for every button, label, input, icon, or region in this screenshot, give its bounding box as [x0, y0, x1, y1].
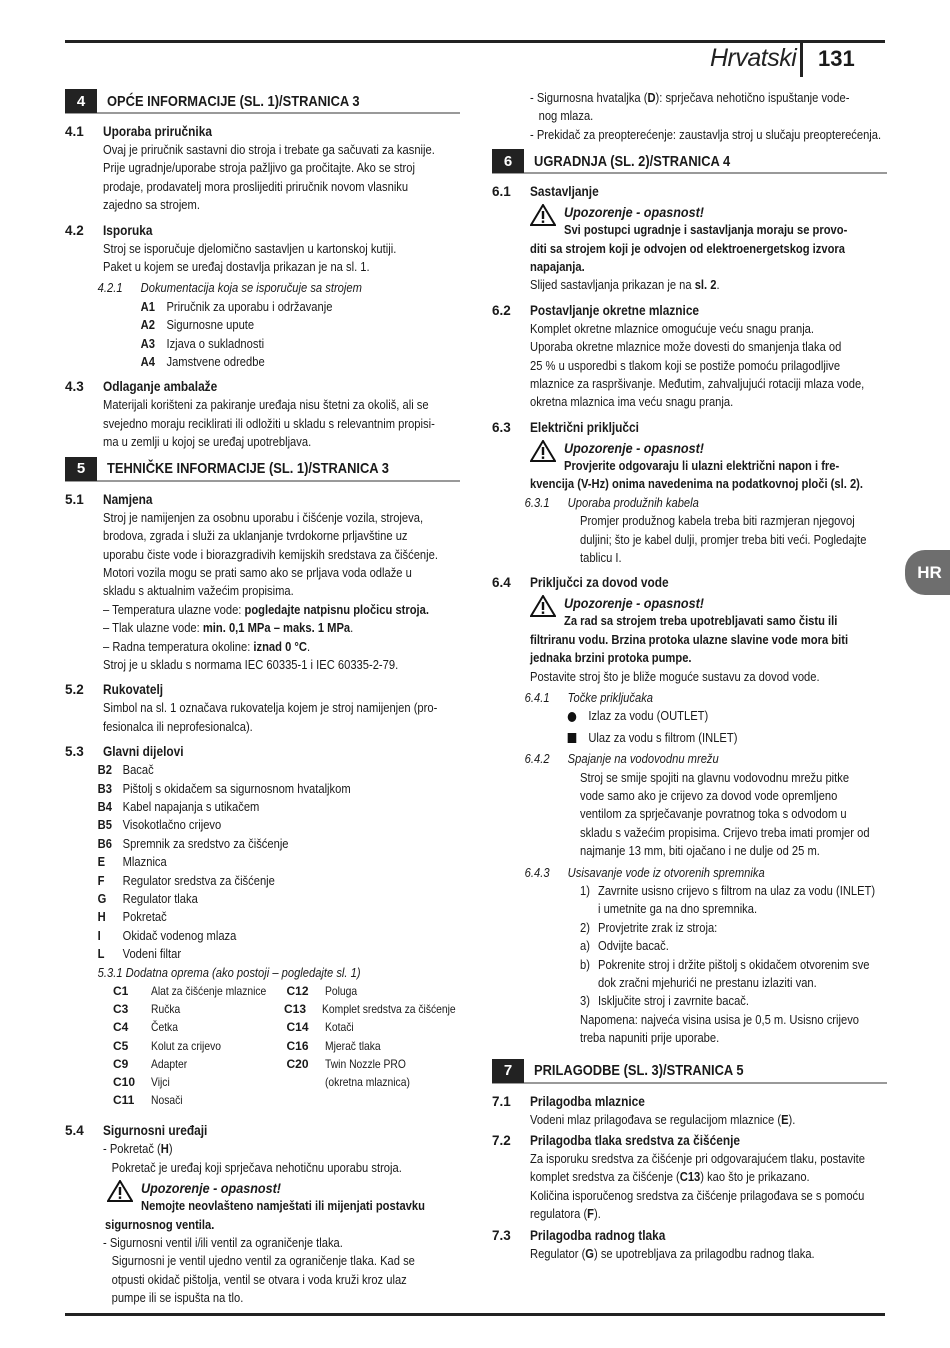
accessory-label: (okretna mlaznica) [324, 1075, 410, 1090]
part-item [65, 761, 459, 779]
warning-heading: Upozorenje - opasnost! [564, 204, 705, 221]
section-number: 6 [492, 149, 524, 173]
text-line: regulatora (F). [530, 1206, 601, 1222]
text-line: Isključite stroj i zavrnite bacač. [598, 993, 749, 1009]
warning-icon [530, 440, 556, 462]
subsection-4-3 [65, 377, 460, 396]
subsection-title: Glavni dijelovi [103, 744, 184, 760]
subsection-number: 6.4 [492, 575, 511, 591]
accessory-code: C13 [284, 1002, 307, 1017]
accessory-item [113, 1091, 287, 1109]
item-label: Priručnik za uporabu i održavanje [166, 298, 333, 314]
language-tab: HR [905, 550, 950, 595]
accessory-code: C12 [286, 984, 309, 999]
text-line: brodova, zgrada i služi za uklanjanje tvrdokorne prljavštine uz [103, 528, 408, 544]
subsection-7-2 [492, 1131, 887, 1150]
parts-list [65, 761, 460, 963]
step-number: 2) [580, 919, 590, 935]
step-text [598, 937, 918, 955]
part-code: I [97, 927, 101, 943]
section-title: TEHNIČKE INFORMACIJE (SL. 1)/STRANICA 3 [107, 460, 389, 478]
item-label: Jamstvene odredbe [166, 354, 265, 370]
subsection-6-3 [492, 418, 887, 437]
accessory-label: Poluga [324, 984, 357, 999]
subsection-number: 4.3 [65, 379, 84, 395]
subsection-number: 5.3 [65, 744, 84, 760]
accessory-item [113, 1073, 287, 1091]
subsection-title: Priključci za dovod vode [530, 575, 669, 591]
step-text [598, 992, 918, 1010]
header-rule [65, 40, 885, 43]
text-line: zajedno sa strojem. [103, 197, 200, 213]
part-label: Mlaznica [122, 854, 167, 870]
subsection-title: Prilagodba tlaka sredstva za čišćenje [530, 1133, 740, 1149]
accessory-code: C1 [113, 984, 129, 999]
text-line: Stroj je namijenjen za osobnu uporabu i čišćenje vozila, strojeva, [103, 509, 424, 525]
text-line: Ovaj je priručnik sastavni dio stroja i trebate ga sačuvati za kasnije. [103, 142, 435, 157]
subsubsection-number: 4.2.1 [97, 280, 123, 296]
subsection-5-3 [65, 742, 460, 761]
accessory-code: C14 [286, 1020, 309, 1035]
paragraph [65, 509, 460, 675]
accessory-label: Nosači [151, 1093, 183, 1108]
accessory-code: C20 [286, 1056, 309, 1071]
subsection-title: Prilagodba mlaznice [530, 1093, 645, 1109]
section-number: 7 [492, 1059, 524, 1083]
accessory-code: C16 [286, 1038, 309, 1053]
list-item: Izlaz za vodu (OUTLET) [492, 707, 886, 725]
subsection-number: 6.2 [492, 302, 511, 318]
accessory-item [287, 1037, 461, 1055]
text-line: duljini; što je kabel dulji, promjer treba biti veći. Pogledajte [580, 531, 867, 547]
accessory-row [65, 1018, 460, 1036]
subsubsection-6-4-3: 6.4.3 Usisavanje vode iz otvorenih spremnika [524, 864, 765, 880]
warning-block [492, 594, 887, 686]
accessory-code: C5 [113, 1038, 129, 1053]
part-item [65, 853, 459, 871]
text-line: Regulator (G) se upotrebljava za prilagodbu radnog tlaka. [530, 1245, 815, 1261]
part-item [65, 798, 459, 816]
accessory-label: Mjerač tlaka [324, 1038, 381, 1053]
subsection-number: 5.2 [65, 682, 84, 698]
warning-block [492, 439, 887, 494]
accessory-label: Alat za čišćenje mlaznice [151, 984, 267, 999]
step-item [492, 937, 887, 955]
section-6-header [492, 150, 887, 174]
text-line: Slijed sastavljanja prikazan je na sl. 2. [530, 277, 720, 293]
warning-text: Nemojte neovlašteno namještati ili mijenjati postavku [141, 1198, 425, 1214]
part-item [65, 908, 459, 926]
accessory-label: Četka [151, 1020, 178, 1035]
text-line: Vodeni mlaz prilagođava se regulacijom mlaznice (E). [530, 1111, 796, 1127]
subsection-title: Isporuka [103, 222, 153, 238]
accessory-item [113, 1055, 287, 1073]
part-label: Okidač vodenog mlaza [122, 927, 237, 943]
section-4-header [65, 90, 460, 114]
part-code: B5 [97, 817, 112, 833]
part-label: Spremnik za sredstvo za čišćenje [122, 835, 289, 851]
part-label: Pištolj s okidačem sa sigurnosnom hvataljkom [122, 780, 351, 796]
subsection-title: Prilagodba radnog tlaka [530, 1227, 666, 1243]
paragraph [65, 1234, 460, 1308]
warning-text: Provjerite odgovaraju li ulazni električni napon i fre- [564, 457, 840, 473]
subsection-title: Postavljanje okretne mlaznice [530, 302, 700, 318]
spec-line [103, 601, 459, 619]
subsubsection-6-3-1: 6.3.1 Uporaba produžnih kabela [524, 494, 699, 510]
spec-label: – Temperatura ulazne vode: [103, 601, 245, 617]
accessory-row [65, 1055, 460, 1073]
text-line: - Sigurnosni ventil i/ili ventil za ograničenje tlaka. [103, 1235, 343, 1251]
part-item [65, 872, 459, 890]
step-text [598, 919, 918, 937]
text-line: nog mlaza. [538, 108, 594, 124]
part-label: Vodeni filtar [122, 946, 182, 962]
text-line: tablicu I. [580, 549, 622, 565]
accessory-row [65, 1000, 460, 1018]
accessory-item [113, 1018, 287, 1036]
section-title: PRILAGODBE (SL. 3)/STRANICA 5 [534, 1062, 744, 1080]
accessory-row [65, 1073, 460, 1091]
text-line: ventilom za sprječavanje povratnog toka s odvodom u [580, 806, 847, 822]
warning-icon [107, 1180, 133, 1202]
text-line: Sigurnosni je ventil ujedno ventil za ograničenje tlaka. Kad se [111, 1253, 415, 1269]
circle-bullet-icon [568, 712, 577, 722]
step-number: 3) [580, 993, 590, 1009]
paragraph [492, 1150, 887, 1224]
warning-block [65, 1179, 460, 1234]
warning-text: Za rad sa strojem treba upotrebljavati samo čistu ili [564, 613, 838, 629]
subsection-title: Električni priključci [530, 419, 639, 435]
step-item [492, 992, 887, 1010]
subsection-number: 6.3 [492, 419, 511, 435]
accessory-label: Twin Nozzle PRO [324, 1056, 406, 1071]
item-code: A2 [140, 317, 155, 333]
part-label: Regulator sredstva za čišćenje [122, 872, 275, 888]
subsection-number: 7.3 [492, 1227, 511, 1243]
section-number: 4 [65, 89, 97, 113]
spec-label: – Radna temperatura okoline: [103, 638, 254, 654]
text-line: mlaznice za raspršivanje. Međutim, zahvaljujući rotaciji mlaza vode, [530, 376, 865, 392]
item-code: A1 [140, 298, 155, 314]
text-line: Stroj se isporučuje djelomično sastavljen u kartonskoj kutiji. [103, 240, 397, 256]
text-line: Materijali korišteni za pakiranje uređaja nisu štetni za okoliš, ali se [103, 397, 429, 413]
step-item [492, 882, 887, 919]
item-label: Izjava o sukladnosti [166, 335, 265, 351]
section-5-header [65, 458, 460, 482]
accessory-item [113, 1037, 287, 1055]
accessory-item [287, 1073, 461, 1091]
subsection-title: Rukovatelj [103, 682, 164, 698]
text-line: pumpe ili se ispušta na tlo. [111, 1290, 244, 1306]
accessory-code: C9 [113, 1056, 129, 1071]
text-line: Količina isporučenog sredstva za čišćenje prilagođava se s pomoću [530, 1187, 865, 1203]
part-code: B2 [97, 762, 112, 778]
text-line: Provjetrite zrak iz stroja: [598, 919, 718, 935]
text-line: dok zračni mjehurići ne prestanu izlaziti van. [598, 975, 817, 991]
warning-text: napajanja. [530, 259, 585, 275]
text-line: ma u zemlji u kojoj se uređaj upotrebljava. [103, 434, 312, 450]
subsection-5-2 [65, 680, 460, 699]
subsection-4-2 [65, 221, 460, 240]
square-bullet-icon [568, 733, 577, 743]
steps-list [492, 882, 887, 1011]
accessory-item [113, 982, 287, 1000]
step-number: a) [580, 938, 590, 954]
text-line: - Prekidač za preopterećenje: zaustavlja stroj u slučaju preopterećenja. [530, 126, 882, 142]
text-line: i umetnite ga na dno spremnika. [598, 901, 758, 917]
subsection-title: Sigurnosni uređaji [103, 1123, 208, 1139]
left-column [65, 90, 460, 1308]
text-line: Napomena: najveća visina usisa je 0,5 m. Usisno crijevo [580, 1011, 860, 1027]
subsubsection-6-4-2: 6.4.2 Spajanje na vodovodnu mrežu [524, 751, 719, 767]
accessory-item [287, 1091, 461, 1109]
text-line: treba napuniti prije uporabe. [580, 1030, 720, 1046]
paragraph [65, 1140, 460, 1177]
part-item [65, 816, 459, 834]
accessory-code: C4 [113, 1020, 129, 1035]
header-language: Hrvatski [710, 44, 797, 72]
text-line: otpusti okidač pištolja, ventil se otvara i voda kruži kroz ulaz [111, 1271, 407, 1287]
subsection-title: Odlaganje ambalaže [103, 379, 218, 395]
warning-text: sigurnosnog ventila. [105, 1216, 215, 1232]
part-code: E [97, 854, 106, 870]
warning-text: diti sa strojem koji je odvojen od elektroenergetskog izvora [530, 240, 846, 256]
text-line: okretna mlaznica ima veću snagu pranja. [530, 394, 734, 410]
warning-icon [530, 204, 556, 226]
text-line: Za isporuku sredstva za čišćenje pri odgovarajućem tlaku, postavite [530, 1151, 865, 1167]
accessory-label: Adapter [151, 1056, 188, 1071]
note [492, 1011, 887, 1048]
text-line: prodaje, prodavatelj mora proslijediti priručnik novom vlasniku [103, 178, 409, 194]
paragraph [65, 240, 460, 277]
part-code: F [97, 872, 105, 888]
subsubsection-title: Dokumentacija koja se isporučuje sa strojem [140, 280, 362, 296]
part-label: Visokotlačno crijevo [122, 817, 222, 833]
paragraph [65, 396, 460, 451]
warning-heading: Upozorenje - opasnost! [564, 595, 705, 612]
subsection-5-4 [65, 1121, 460, 1140]
subsection-number: 5.1 [65, 491, 84, 507]
warning-icon [530, 595, 556, 617]
warning-text: Svi postupci ugradnje i sastavljanja moraju se provo- [564, 222, 848, 238]
accessory-item [287, 1055, 461, 1073]
subsection-4-1 [65, 122, 460, 141]
subsection-7-3 [492, 1226, 887, 1245]
step-item [492, 956, 887, 993]
accessory-code: C10 [113, 1075, 136, 1090]
accessory-item [287, 982, 461, 1000]
text-line: Prije ugradnje/uporabe stroja pažljivo ga pročitajte. Ako se stroj [103, 160, 415, 176]
subsection-6-4 [492, 573, 887, 592]
paragraph [65, 699, 460, 736]
paragraph [492, 89, 887, 144]
subsection-number: 4.2 [65, 222, 84, 238]
text-line: Pokretač je uređaj koji sprječava nehotičnu uporabu stroja. [111, 1159, 402, 1175]
paragraph [492, 512, 887, 567]
text-line: Komplet okretne mlaznice omogućuje veću snagu pranja. [530, 320, 815, 336]
subsection-6-1 [492, 182, 887, 201]
item-code: A4 [140, 354, 155, 370]
text-line: - Sigurnosna hvataljka (D): sprječava nehotično ispuštanje vode- [530, 90, 850, 105]
accessory-code: C3 [113, 1002, 129, 1017]
paragraph [492, 320, 887, 412]
accessory-item [113, 1000, 284, 1018]
text-line: 25 % u usporedbi s tlakom koji se postiže pomoću prilagodljive [530, 357, 841, 373]
text-line: Paket u kojem se uređaj dostavlja prikazan je na sl. 1. [103, 259, 370, 275]
list-item: Ulaz za vodu s filtrom (INLET) [492, 729, 886, 747]
subsection-title: Sastavljanje [530, 184, 599, 200]
accessory-row [65, 1037, 460, 1055]
text-line: Postavite stroj što je bliže moguće sustavu za dovod vode. [530, 668, 820, 684]
accessories-list [65, 982, 460, 1109]
accessory-code: C11 [113, 1093, 135, 1108]
spec-line: – Radna temperatura okoline: iznad 0 °C. [103, 638, 311, 654]
step-text [598, 956, 918, 993]
section-title: OPĆE INFORMACIJE (SL. 1)/STRANICA 3 [107, 92, 360, 110]
section-number: 5 [65, 457, 97, 481]
text-line: najmanje 13 mm, biti ojačano i ne dulje od 25 m. [580, 843, 820, 859]
subsubsection-4-2-1 [65, 279, 459, 297]
step-item [492, 919, 887, 937]
part-item [65, 835, 459, 853]
subsubsection-title: 5.3.1 Dodatna oprema (ako postoji – pogledajte sl. 1) [97, 964, 361, 980]
subsection-title: Uporaba priručnika [103, 124, 212, 139]
list-item [65, 316, 459, 334]
accessory-label: Kotači [324, 1020, 354, 1035]
part-label: Bacač [122, 762, 154, 778]
text-line: vode samo ako je crijevo za dovod vode opremljeno [580, 787, 838, 803]
text-line: uporabu čiste vode i biorazgradivih kemijskih sredstava za čišćenje. [103, 546, 438, 562]
step-number: 1) [580, 883, 590, 898]
subsection-title: Namjena [103, 491, 153, 507]
text-line: fesionalca ili neprofesionalca). [103, 718, 253, 734]
page-number: 131 [818, 46, 855, 71]
list-item [65, 335, 459, 353]
step-number: b) [580, 956, 590, 972]
text-line: Stroj se smije spojiti na glavnu vodovodnu mrežu pitke [580, 769, 850, 785]
accessory-row [65, 1091, 460, 1109]
accessory-item [284, 1000, 460, 1018]
accessory-label: Kolut za crijevo [151, 1038, 221, 1053]
subsection-7-1 [492, 1092, 887, 1111]
list-item [65, 353, 459, 371]
step-text [598, 882, 918, 919]
part-item [65, 890, 459, 908]
spec-value: iznad 0 °C [253, 638, 307, 654]
part-code: H [97, 909, 106, 925]
spec-line: – Tlak ulazne vode: min. 0,1 MPa – maks. 1 MPa. [103, 620, 354, 636]
paragraph [492, 1245, 887, 1263]
spec-value: pogledajte natpisnu pločicu stroja. [244, 601, 429, 617]
accessory-label: Ručka [151, 1002, 181, 1017]
text-line: svejedno moraju reciklirati ili odložiti u skladu s relevantnim propisi- [103, 415, 435, 431]
right-column [492, 89, 887, 1263]
subsection-number: 6.1 [492, 184, 511, 200]
part-code: B6 [97, 835, 112, 851]
spec-label: – Tlak ulazne vode: [103, 620, 203, 636]
text-line: Pokrenite stroj i držite pištolj s okidačem otvorenim sve [598, 956, 870, 972]
accessory-label: Komplet sredstva za čišćenje [322, 1002, 456, 1017]
part-item [65, 780, 459, 798]
subsection-6-2 [492, 301, 887, 320]
part-item [65, 927, 459, 945]
header-separator [800, 40, 803, 77]
warning-heading: Upozorenje - opasnost! [564, 439, 705, 456]
warning-heading: Upozorenje - opasnost! [141, 1180, 282, 1197]
text-line: komplet sredstva za čišćenje (C13) kao što je prikazano. [530, 1169, 810, 1185]
paragraph [65, 141, 460, 215]
section-title: UGRADNJA (SL. 2)/STRANICA 4 [534, 152, 731, 170]
text-line: Odvijte bacač. [598, 938, 669, 954]
part-code: B3 [97, 780, 112, 796]
text-line: Zavrnite usisno crijevo s filtrom na ulaz za vodu (INLET) [598, 883, 876, 898]
section-7-header [492, 1060, 887, 1084]
warning-block [492, 203, 887, 295]
text-line: skladu s važećim propisima. Crijevo treba imati promjer od [580, 824, 870, 840]
spec-value: min. 0,1 MPa – maks. 1 MPa [202, 620, 351, 636]
footer-rule [65, 1313, 885, 1316]
accessory-label: Vijci [151, 1075, 170, 1090]
subsection-number: 4.1 [65, 124, 84, 139]
subsection-5-1 [65, 490, 460, 509]
item-label: Sigurnosne upute [166, 317, 255, 333]
part-code: L [97, 946, 105, 962]
text-line: Promjer produžnog kabela treba biti razmjeran njegovoj [580, 513, 855, 529]
part-code: G [97, 891, 107, 906]
warning-text: filtriranu vodu. Brzina protoka ulazne slavine vode mora biti [530, 631, 849, 647]
subsection-number: 5.4 [65, 1123, 84, 1139]
paragraph [492, 1111, 887, 1129]
warning-text: kvencija (V-Hz) onima navedenima na podatkovnoj ploči (sl. 2). [530, 476, 863, 492]
accessory-code [287, 1073, 325, 1091]
accessory-item [287, 1018, 461, 1036]
list-item [65, 298, 459, 316]
part-item [65, 945, 459, 963]
part-code: B4 [97, 798, 112, 814]
part-label: Kabel napajanja s utikačem [122, 798, 260, 814]
subsection-number: 7.1 [492, 1093, 511, 1109]
accessory-row [65, 982, 460, 1000]
text-line: Stroj je u skladu s normama IEC 60335-1 i IEC 60335-2-79. [103, 656, 399, 672]
paragraph [492, 769, 887, 861]
text-line: Motori vozila mogu se prati samo ako se prljava voda odlaže u [103, 564, 412, 580]
subsubsection-6-4-1: 6.4.1 Točke priključaka [524, 689, 654, 705]
warning-text: jednaka brzini protoka pumpe. [530, 650, 692, 666]
text-line: - Pokretač (H) [103, 1141, 173, 1157]
text-line: skladu s aktualnim važećim propisima. [103, 583, 294, 599]
text-line: Uporaba okretne mlaznice može dovesti do smanjenja tlaka od [530, 339, 842, 355]
text-line: Simbol na sl. 1 označava rukovatelja kojem je stroj namijenjen (pro- [103, 700, 438, 716]
item-code: A3 [140, 335, 155, 351]
subsection-number: 7.2 [492, 1133, 511, 1149]
part-label: Regulator tlaka [122, 891, 198, 906]
part-label: Pokretač [122, 909, 167, 925]
